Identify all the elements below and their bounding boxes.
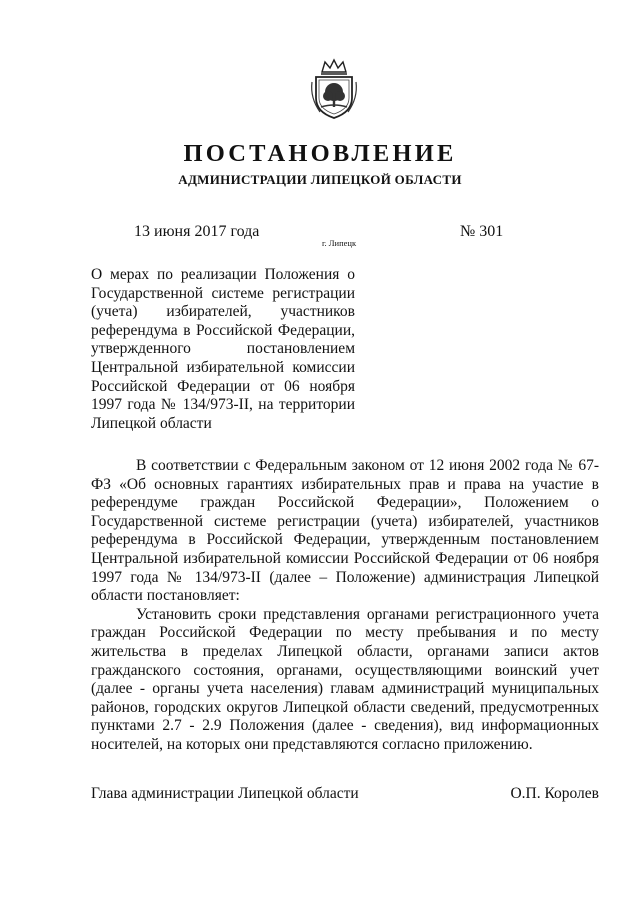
document-title: ПОСТАНОВЛЕНИЕ — [183, 140, 457, 167]
body-paragraph-1: В соответствии с Федеральным законом от 12 июня 2002 года № 67-ФЗ «Об основных гарантиях избирательных прав и права на участие в референдуме граждан Российской Федерации», Положением о Государственной системе регистрации (учета) избирателей, участников референдума в Российской Федерации, утвержденным постановлением Центральной избирательной комиссии Российской Федерации от 06 ноября 1997 года № 134/973-II (далее – Положение) администрация Липецкой области постановляет: — [91, 457, 599, 605]
document-subtitle: АДМИНИСТРАЦИИ ЛИПЕЦКОЙ ОБЛАСТИ — [178, 172, 462, 187]
document-body — [91, 457, 599, 755]
document-subject: О мерах по реализации Положения о Государственной системе регистрации (учета) избирателей, участников референдума в Российской Федерации, утвержденного постановлением Центральной избирательной комиссии Российской Федерации от 06 ноября 1997 года № 134/973-II, на территории Липецкой области — [91, 266, 355, 432]
lipetsk-coat-of-arms-icon — [308, 58, 360, 120]
document-date: 13 июня 2017 года — [134, 223, 260, 240]
signatory-position: Глава администрации Липецкой области — [91, 785, 359, 802]
document-city: г. Липецк — [322, 238, 357, 248]
body-paragraph-2: Установить сроки представления органами регистрационного учета граждан Российской Федерации по месту пребывания и по месту жительства в пределах Липецкой области, органами записи актов гражданского состояния, органами, осуществляющими воинский учет (далее - органы учета населения) главам администраций муниципальных районов, городских округов Липецкой области сведений, предусмотренных пунктами 2.7 - 2.9 Положения (далее - сведения), вид информационных носителей, на которых они представляются согласно приложению. — [91, 605, 599, 753]
signature-block — [91, 785, 599, 803]
signatory-name: О.П. Королев — [510, 785, 599, 802]
document-number: № 301 — [460, 223, 504, 240]
